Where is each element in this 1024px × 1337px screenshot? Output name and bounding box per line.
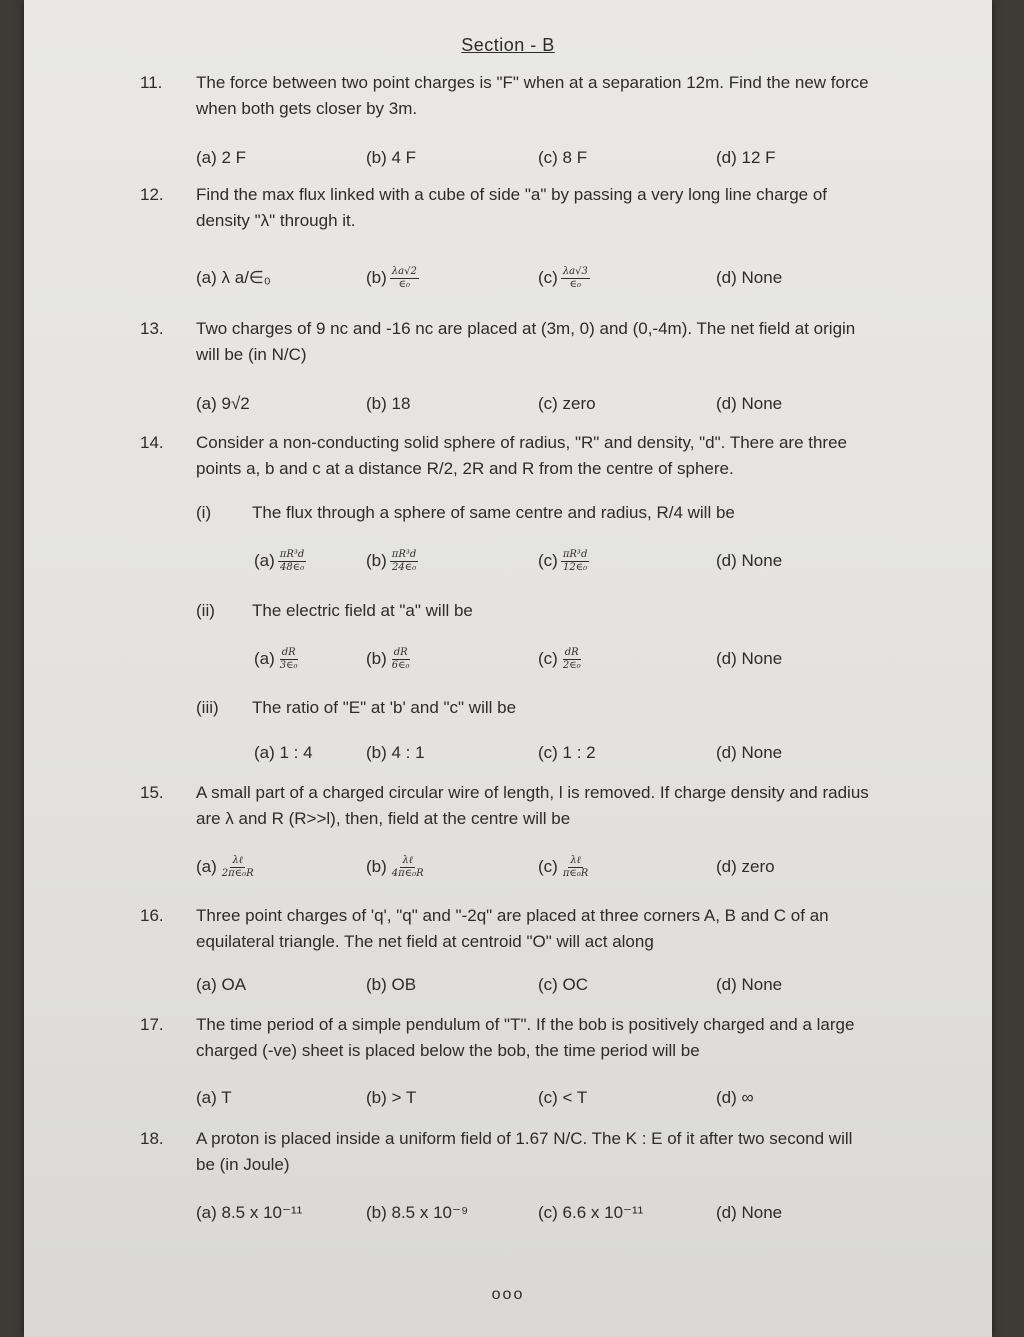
option-label: (b) [366,857,387,876]
question-text: The time period of a simple pendulum of "T". If the bob is positively charged and a large charged (-ve) sheet is placed below the bob, the time period will be [196,1015,855,1060]
option-label: (b) [366,551,387,570]
fraction [220,855,256,880]
option-a [254,646,300,672]
option-text: None [741,649,783,668]
option-b: (b) 4 : 1 [366,743,425,762]
numerator: dR [393,647,408,659]
fraction [561,549,590,574]
options-11 [24,145,992,181]
subquestion-number: (i) [196,503,212,522]
option-text: λ a/∈₀ [221,268,271,287]
option-c [538,646,583,672]
numerator: dR [281,647,296,659]
numerator: πR³d [562,549,588,561]
subquestion-number: (iii) [196,698,219,717]
option-d: (d) None [716,1203,783,1222]
numerator: λa√2 [391,266,417,278]
option-label: (c) [538,857,558,876]
numerator: λℓ [232,855,243,867]
option-c [538,265,590,291]
option-c: (c) 8 F [538,148,588,167]
option-a: (a) T [196,1088,232,1107]
fraction [278,647,300,672]
option-label: (d) [716,857,737,876]
fraction [561,647,583,672]
question-text: Consider a non-conducting solid sphere of radius, "R" and density, "d". There are three points a, b and c at a distance R/2, 2R and R from the centre of sphere. [196,433,847,478]
option-a [196,265,271,291]
question-number: 14. [140,433,164,452]
option-c [538,854,590,880]
subquestion-text: The flux through a sphere of same centre and radius, R/4 will be [252,503,735,522]
question-text: Find the max flux linked with a cube of side "a" by passing a very long line charge of density "λ" through it. [196,185,828,230]
option-a: (a) OA [196,975,247,994]
question-number: 11. [140,73,163,92]
fraction [278,549,307,574]
option-c: (c) zero [538,394,596,413]
option-b: (b) > T [366,1088,417,1107]
fraction [390,855,426,880]
paper-sheet [24,0,992,1337]
numerator: dR [564,647,579,659]
section-title: Section - B [461,35,555,55]
option-label: (a) [196,268,217,287]
denominator: ∈₀ [569,279,582,291]
option-b: (b) 4 F [366,148,417,167]
option-label: (a) [254,649,275,668]
option-label: (c) [538,551,558,570]
numerator: πR³d [391,549,417,561]
options-12 [24,265,992,301]
option-a [196,854,256,880]
option-c: (c) < T [538,1088,588,1107]
numerator: λℓ [402,855,413,867]
option-c: (c) 6.6 x 10⁻¹¹ [538,1203,644,1222]
option-text: None [741,551,783,570]
option-label: (d) [716,551,737,570]
options-16 [24,972,992,1008]
option-label: (d) [716,268,737,287]
options-14-iii [24,740,992,776]
options-17 [24,1085,992,1121]
exam-page [24,0,992,1337]
option-b [366,854,426,880]
fraction [390,549,419,574]
option-a: (a) 1 : 4 [254,743,313,762]
option-c [538,548,589,574]
question-number: 12. [140,185,164,204]
question-text: A small part of a charged circular wire of length, l is removed. If charge density and radius are λ and R (R>>l), then, field at the centre will be [196,783,869,828]
numerator: πR³d [279,549,305,561]
option-b: (b) OB [366,975,417,994]
option-b [366,646,412,672]
subquestion-text: The ratio of "E" at 'b' and "c" will be [252,698,517,717]
option-c: (c) 1 : 2 [538,743,596,762]
options-13 [24,391,992,427]
option-d [716,646,782,672]
option-d [716,854,775,880]
option-b [366,265,419,291]
question-number: 18. [140,1129,164,1148]
question-text: The force between two point charges is "F" when at a separation 12m. Find the new force when both gets closer by 3m. [196,73,869,118]
option-d: (d) None [716,394,783,413]
option-label: (b) [366,649,387,668]
option-d: (d) None [716,743,783,762]
option-label: (d) [716,649,737,668]
option-b: (b) 8.5 x 10⁻⁹ [366,1203,469,1222]
numerator: λa√3 [562,266,588,278]
denominator: 2∈₀ [562,660,581,672]
subquestion-text: The electric field at "a" will be [252,601,473,620]
fraction [390,647,412,672]
option-d [716,548,782,574]
option-label: (c) [538,649,558,668]
option-b: (b) 18 [366,394,411,413]
option-label: (a) [254,551,275,570]
denominator: 2π∈₀R [221,868,254,880]
question-text: Two charges of 9 nc and -16 nc are placed at (3m, 0) and (0,-4m). The net field at origin will be (in N/C) [196,319,856,364]
option-a: (a) 9√2 [196,394,250,413]
option-b [366,548,418,574]
fraction [390,266,419,291]
option-label: (a) [196,857,217,876]
page-end-mark: ooo [491,1286,525,1303]
question-number: 16. [140,906,164,925]
fraction [561,266,590,291]
option-a [254,548,306,574]
options-14-i [24,548,992,584]
option-label: (c) [538,268,558,287]
subquestion-number: (ii) [196,601,215,620]
options-14-ii [24,646,992,682]
option-a: (a) 2 F [196,148,247,167]
question-text: Three point charges of 'q', "q" and "-2q" are placed at three corners A, B and C of an equilateral triangle. The net field at centroid "O" will act along [196,906,829,951]
option-text: None [741,268,783,287]
denominator: ∈₀ [398,279,411,291]
denominator: 3∈₀ [279,660,298,672]
fraction [561,855,591,880]
option-d: (d) 12 F [716,148,776,167]
numerator: λℓ [570,855,581,867]
option-d: (d) ∞ [716,1088,754,1107]
denominator: 12∈₀ [563,562,588,574]
denominator: 6∈₀ [391,660,410,672]
option-c: (c) OC [538,975,589,994]
option-d: (d) None [716,975,783,994]
option-a: (a) 8.5 x 10⁻¹¹ [196,1203,303,1222]
question-number: 13. [140,319,164,338]
question-number: 15. [140,783,164,802]
denominator: π∈₀R [562,868,589,880]
options-15 [24,854,992,890]
denominator: 24∈₀ [391,562,417,574]
option-label: (b) [366,268,387,287]
option-d [716,265,782,291]
denominator: 4π∈₀R [391,868,424,880]
question-text: A proton is placed inside a uniform field of 1.67 N/C. The K : E of it after two second will be (in Joule) [196,1129,853,1174]
option-text: zero [741,857,775,876]
options-18 [24,1200,992,1236]
question-number: 17. [140,1015,164,1034]
denominator: 48∈₀ [279,562,305,574]
